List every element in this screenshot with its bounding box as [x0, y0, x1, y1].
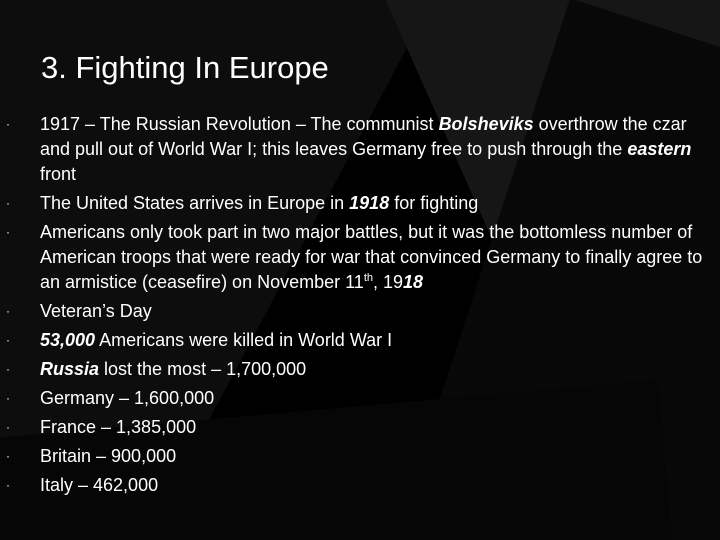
bullet-marker: ·	[6, 333, 10, 347]
slide-title: 3. Fighting In Europe	[41, 50, 329, 85]
bullet-france-losses	[0, 415, 720, 440]
bullet-text	[40, 357, 716, 382]
bullet-text: Germany – 1,600,000	[40, 388, 215, 408]
bullet-text-part: Americans were killed in World War I	[95, 330, 393, 350]
superscript-text: th	[363, 272, 373, 284]
bullet-text	[40, 191, 716, 216]
bullet-text: Britain – 900,000	[40, 446, 177, 466]
bullet-text	[40, 220, 716, 295]
emphasized-text: Bolsheviks	[438, 114, 534, 134]
bullet-text-part: front	[40, 164, 77, 184]
bullet-text-part: overthrow the czar and pull out of World War I; this leaves Germany free to push through the	[40, 114, 687, 159]
bullet-marker: ·	[6, 420, 10, 434]
bullet-text: Veteran’s Day	[40, 301, 152, 321]
emphasized-text: 1918	[349, 193, 390, 213]
bullet-marker: ·	[6, 362, 10, 376]
bullet-text	[40, 328, 716, 353]
bullet-american-battles	[0, 220, 720, 295]
bullet-veterans-day	[0, 299, 720, 324]
bullet-marker: ·	[6, 478, 10, 492]
bullet-marker: ·	[6, 225, 10, 239]
bullet-text: France – 1,385,000	[40, 417, 197, 437]
bullet-us-arrival	[0, 191, 720, 216]
bullet-italy-losses	[0, 473, 720, 498]
bullet-text-part: , 19	[373, 272, 404, 292]
bullet-marker: ·	[6, 117, 10, 131]
bullet-text	[40, 112, 716, 187]
emphasized-text: eastern	[627, 139, 692, 159]
bullet-germany-losses	[0, 386, 720, 411]
bullet-text-part: The United States arrives in Europe in	[40, 193, 350, 213]
bullet-text: Italy – 462,000	[40, 475, 159, 495]
emphasized-text: Russia	[40, 359, 100, 379]
emphasized-text: 53,000	[40, 330, 96, 350]
bullet-russia-losses	[0, 357, 720, 382]
emphasized-text: 18	[403, 272, 424, 292]
bullet-text-part: for fighting	[389, 193, 479, 213]
bullet-marker: ·	[6, 449, 10, 463]
bullet-text-part: Americans only took part in two major battles, but it was the bottomless number of American troops that were ready for war that convinced Germany to finally agree to an armistice (ceasefire) on November 11	[40, 222, 703, 292]
bullet-britain-losses	[0, 444, 720, 469]
bullet-russian-revolution	[0, 112, 720, 187]
bullet-marker: ·	[6, 304, 10, 318]
bullet-text-part: 1917 – The Russian Revolution – The communist	[40, 114, 439, 134]
bullet-american-deaths	[0, 328, 720, 353]
bullet-list	[0, 112, 720, 502]
bullet-text-part: lost the most – 1,700,000	[99, 359, 307, 379]
bullet-marker: ·	[6, 196, 10, 210]
bullet-marker: ·	[6, 391, 10, 405]
